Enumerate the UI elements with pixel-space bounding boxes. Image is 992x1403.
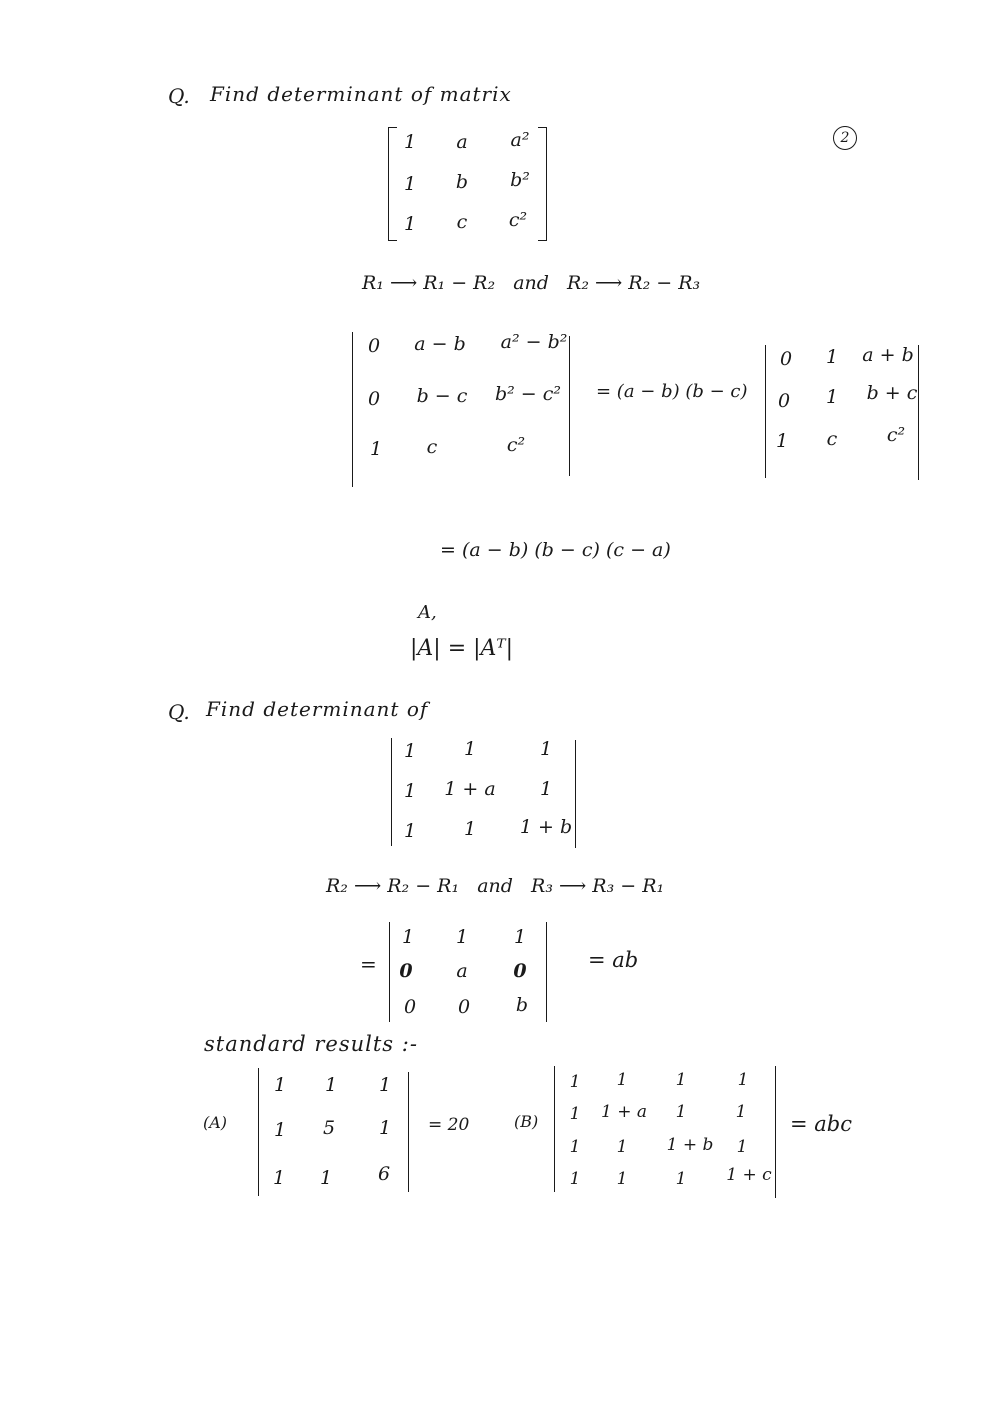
det-cell: b <box>515 994 529 1016</box>
det-cell: a + b <box>862 344 914 366</box>
det-cell: 1 <box>403 820 417 842</box>
det-cell: 1 <box>369 438 383 460</box>
det-cell: 0 <box>513 960 527 982</box>
det-cell: 1 + b <box>519 816 573 838</box>
det-cell: 1 <box>403 740 417 762</box>
det-cell: 1 <box>775 430 789 452</box>
q1-title: Find determinant of matrix <box>210 82 512 106</box>
det-cell: 1 <box>378 1074 392 1096</box>
result-b-label: (B) <box>514 1112 539 1131</box>
det-cell: 1 + a <box>444 778 496 800</box>
q2-title: Find determinant of <box>206 697 429 721</box>
q1-result: = (a − b) (b − c) (c − a) <box>440 539 671 561</box>
det-cell: 0 <box>399 960 413 982</box>
q1-matrix-right-bracket <box>538 127 547 241</box>
det-cell: 1 <box>737 1070 749 1090</box>
q1-row-operation: R₁ ⟶ R₁ − R₂ and R₂ ⟶ R₂ − R₃ <box>362 272 701 294</box>
det-cell: 1 <box>569 1169 581 1189</box>
det-right-bar <box>775 1066 776 1198</box>
det-cell: 1 <box>463 738 477 760</box>
result-b-value: = abc <box>790 1112 852 1136</box>
det-cell: 1 <box>273 1119 287 1141</box>
det-left-bar <box>554 1066 555 1192</box>
det-cell: b + c <box>866 382 918 404</box>
det-cell: 1 <box>401 926 415 948</box>
q2-result: = ab <box>588 948 639 972</box>
det-cell: 0 <box>403 996 417 1018</box>
det-left-bar <box>391 738 392 846</box>
standard-results-title: standard results :- <box>204 1032 418 1056</box>
det-cell: 1 <box>272 1167 286 1189</box>
det-cell: 1 <box>463 818 477 840</box>
result-a-label: (A) <box>203 1113 228 1132</box>
det-cell: 1 <box>616 1169 628 1189</box>
page-number-badge: 2 <box>833 126 857 150</box>
matrix-cell: b <box>455 171 469 193</box>
det-cell: 1 + b <box>666 1135 714 1155</box>
det-cell: 1 <box>539 778 553 800</box>
det-cell: 1 <box>616 1137 628 1157</box>
det-cell: 0 <box>367 388 381 410</box>
det-cell: 1 <box>569 1104 581 1124</box>
matrix-cell: c <box>456 211 468 233</box>
det-cell: 1 <box>324 1074 338 1096</box>
det-right-bar <box>408 1072 409 1192</box>
det-left-bar <box>389 922 390 1022</box>
det-cell: c² <box>506 434 526 456</box>
det-cell: 1 <box>735 1102 747 1122</box>
matrix-cell: 1 <box>403 131 417 153</box>
det-cell: 1 <box>403 780 417 802</box>
det-cell: 1 <box>736 1137 748 1157</box>
det-cell: 1 <box>569 1137 581 1157</box>
det-cell: 0 <box>457 996 471 1018</box>
det-cell: 1 <box>569 1072 581 1092</box>
det-cell: 1 <box>675 1169 687 1189</box>
det-cell: c² <box>886 424 906 446</box>
det-cell: 1 <box>539 738 553 760</box>
det-cell: 0 <box>777 390 791 412</box>
det-cell: b² − c² <box>494 383 562 405</box>
det-cell: 1 <box>825 386 839 408</box>
q1-matrix-left-bracket <box>388 127 397 241</box>
matrix-cell: 1 <box>403 213 417 235</box>
det-cell: 1 <box>825 346 839 368</box>
q1-note-a: A, <box>418 602 437 623</box>
matrix-cell: c² <box>508 209 528 231</box>
matrix-cell: a² <box>510 129 530 151</box>
q1-note-transpose: |A| = |Aᵀ| <box>410 636 514 661</box>
det-cell: 1 <box>378 1117 392 1139</box>
matrix-cell: a <box>456 131 468 153</box>
det-cell: c <box>426 436 438 458</box>
det-cell: 1 <box>273 1074 287 1096</box>
det-cell: 0 <box>779 348 793 370</box>
det-left-bar <box>352 332 353 487</box>
matrix-cell: b² <box>510 169 530 191</box>
det-cell: 1 <box>319 1167 333 1189</box>
det-cell: 1 <box>675 1102 687 1122</box>
det-cell: 1 + c <box>726 1165 772 1185</box>
det-cell: 1 + a <box>600 1102 648 1122</box>
result-a-value: = 20 <box>428 1115 470 1135</box>
det-right-bar <box>546 922 547 1022</box>
det-cell: c <box>826 428 838 450</box>
q1-factor: = (a − b) (b − c) <box>596 381 748 402</box>
det-right-bar <box>569 336 570 476</box>
det-cell: 1 <box>455 926 469 948</box>
det-cell: b − c <box>416 385 468 407</box>
q2-equals: = <box>360 952 377 976</box>
det-cell: 6 <box>377 1163 391 1185</box>
det-cell: 1 <box>616 1070 628 1090</box>
det-left-bar <box>258 1068 259 1196</box>
q2-row-operation: R₂ ⟶ R₂ − R₁ and R₃ ⟶ R₃ − R₁ <box>326 875 665 897</box>
det-right-bar <box>575 740 576 848</box>
matrix-cell: 1 <box>403 173 417 195</box>
det-cell: a² − b² <box>500 331 568 353</box>
det-left-bar <box>765 345 766 478</box>
q2-label: Q. <box>168 700 190 724</box>
det-cell: 5 <box>322 1117 336 1139</box>
det-cell: 0 <box>367 335 381 357</box>
det-right-bar <box>918 345 919 480</box>
det-cell: a − b <box>414 333 466 355</box>
q1-label: Q. <box>168 84 190 108</box>
det-cell: 1 <box>675 1070 687 1090</box>
det-cell: a <box>456 960 468 982</box>
det-cell: 1 <box>513 926 527 948</box>
